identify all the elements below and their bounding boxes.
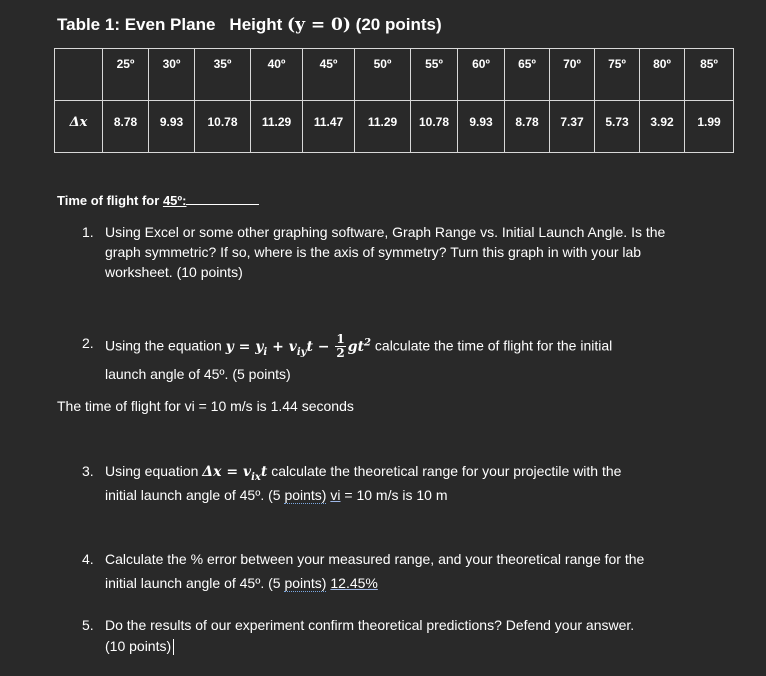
q4-points: points) <box>284 575 327 591</box>
time-of-flight-line <box>57 193 259 208</box>
range-cell[interactable]: 11.29 <box>355 101 411 153</box>
angle-cell: 55º <box>411 49 458 101</box>
range-cell[interactable]: 8.78 <box>505 101 550 153</box>
range-cell[interactable]: 9.93 <box>458 101 505 153</box>
range-cell[interactable]: 3.92 <box>640 101 685 153</box>
angle-cell: 50º <box>355 49 411 101</box>
angle-cell: 65º <box>505 49 550 101</box>
table-title <box>57 15 442 35</box>
title-points: (20 points) <box>355 15 442 34</box>
q1-text: Using Excel or some other graphing software, Graph Range vs. Initial Launch Angle. Is the graph symmetric? If so, where is the axis of symmetry? Turn this graph in with your lab worksheet. (10 points) <box>105 224 666 280</box>
q3-line2[interactable]: initial launch angle of 45º. (5 points) vi = 10 m/s is 10 m <box>105 487 448 503</box>
range-cell[interactable]: 10.78 <box>195 101 251 153</box>
angle-cell: 30º <box>149 49 195 101</box>
range-cell[interactable]: 11.47 <box>303 101 355 153</box>
range-cell[interactable]: 8.78 <box>103 101 149 153</box>
range-cell[interactable]: 11.29 <box>251 101 303 153</box>
angle-cell: 85º <box>685 49 734 101</box>
q5-number: 5. <box>82 617 94 633</box>
title-prefix: Table 1: Even Plane <box>57 15 216 34</box>
delta-x-label: Δx <box>55 101 103 153</box>
q3-points: points) <box>284 487 327 503</box>
q5-line2[interactable]: (10 points) <box>105 636 174 656</box>
answer-2[interactable]: The time of flight for vi = 10 m/s is 1.44 seconds <box>57 398 354 414</box>
q4-number: 4. <box>82 551 94 567</box>
q2-gt2: $gt^2$ <box>347 337 372 355</box>
q1-number: 1. <box>82 224 94 240</box>
q2-number: 2. <box>82 335 94 351</box>
q3-equation: $\Delta x = v_{ix}t$ <box>202 464 268 483</box>
angle-cell: 35º <box>195 49 251 101</box>
angle-cell: 75º <box>595 49 640 101</box>
range-cell[interactable]: 5.73 <box>595 101 640 153</box>
time-of-flight-blank[interactable] <box>186 194 259 205</box>
time-of-flight-angle: 45º: <box>162 193 187 208</box>
range-table <box>54 48 734 153</box>
range-cell[interactable]: 1.99 <box>685 101 734 153</box>
q3-vi: vi <box>330 487 341 503</box>
q3-before: Using equation <box>105 463 199 479</box>
q4-line1: Calculate the % error between your measured range, and your theoretical range for the <box>105 551 645 567</box>
q2-before: Using the equation <box>105 337 222 354</box>
angle-cell: 25º <box>103 49 149 101</box>
angle-cell: 40º <box>251 49 303 101</box>
range-cell[interactable]: 7.37 <box>550 101 595 153</box>
q3-after: calculate the theoretical range for your projectile with the <box>271 463 622 479</box>
q5-line1: Do the results of our experiment confirm theoretical predictions? Defend your answer. <box>105 617 635 633</box>
angle-cell: 45º <box>303 49 355 101</box>
angle-cell: 60º <box>458 49 505 101</box>
title-height-label: Height <box>229 15 283 34</box>
q4-answer: 12.45% <box>330 575 378 591</box>
range-cell[interactable]: 9.93 <box>149 101 195 153</box>
q2-equation: $y = y_i + v_{iy}t$ − <box>225 338 330 358</box>
q2-line2: launch angle of 45º. (5 points) <box>105 366 291 382</box>
title-height-equation: (y = 0) <box>287 15 351 35</box>
q3-number: 3. <box>82 463 94 479</box>
empty-corner-cell <box>55 49 103 101</box>
angle-header-row <box>55 49 734 101</box>
angle-cell: 70º <box>550 49 595 101</box>
range-value-row <box>55 101 734 153</box>
text-cursor <box>173 639 174 655</box>
q2-after: calculate the time of flight for the initial <box>374 337 613 354</box>
angle-cell: 80º <box>640 49 685 101</box>
time-of-flight-label: Time of flight for <box>57 193 160 208</box>
q4-line2[interactable]: initial launch angle of 45º. (5 points) 12.45% <box>105 575 378 591</box>
q2-fraction: $\frac{1}{2}$ <box>336 332 345 361</box>
q3-text <box>105 461 621 488</box>
range-cell[interactable]: 10.78 <box>411 101 458 153</box>
